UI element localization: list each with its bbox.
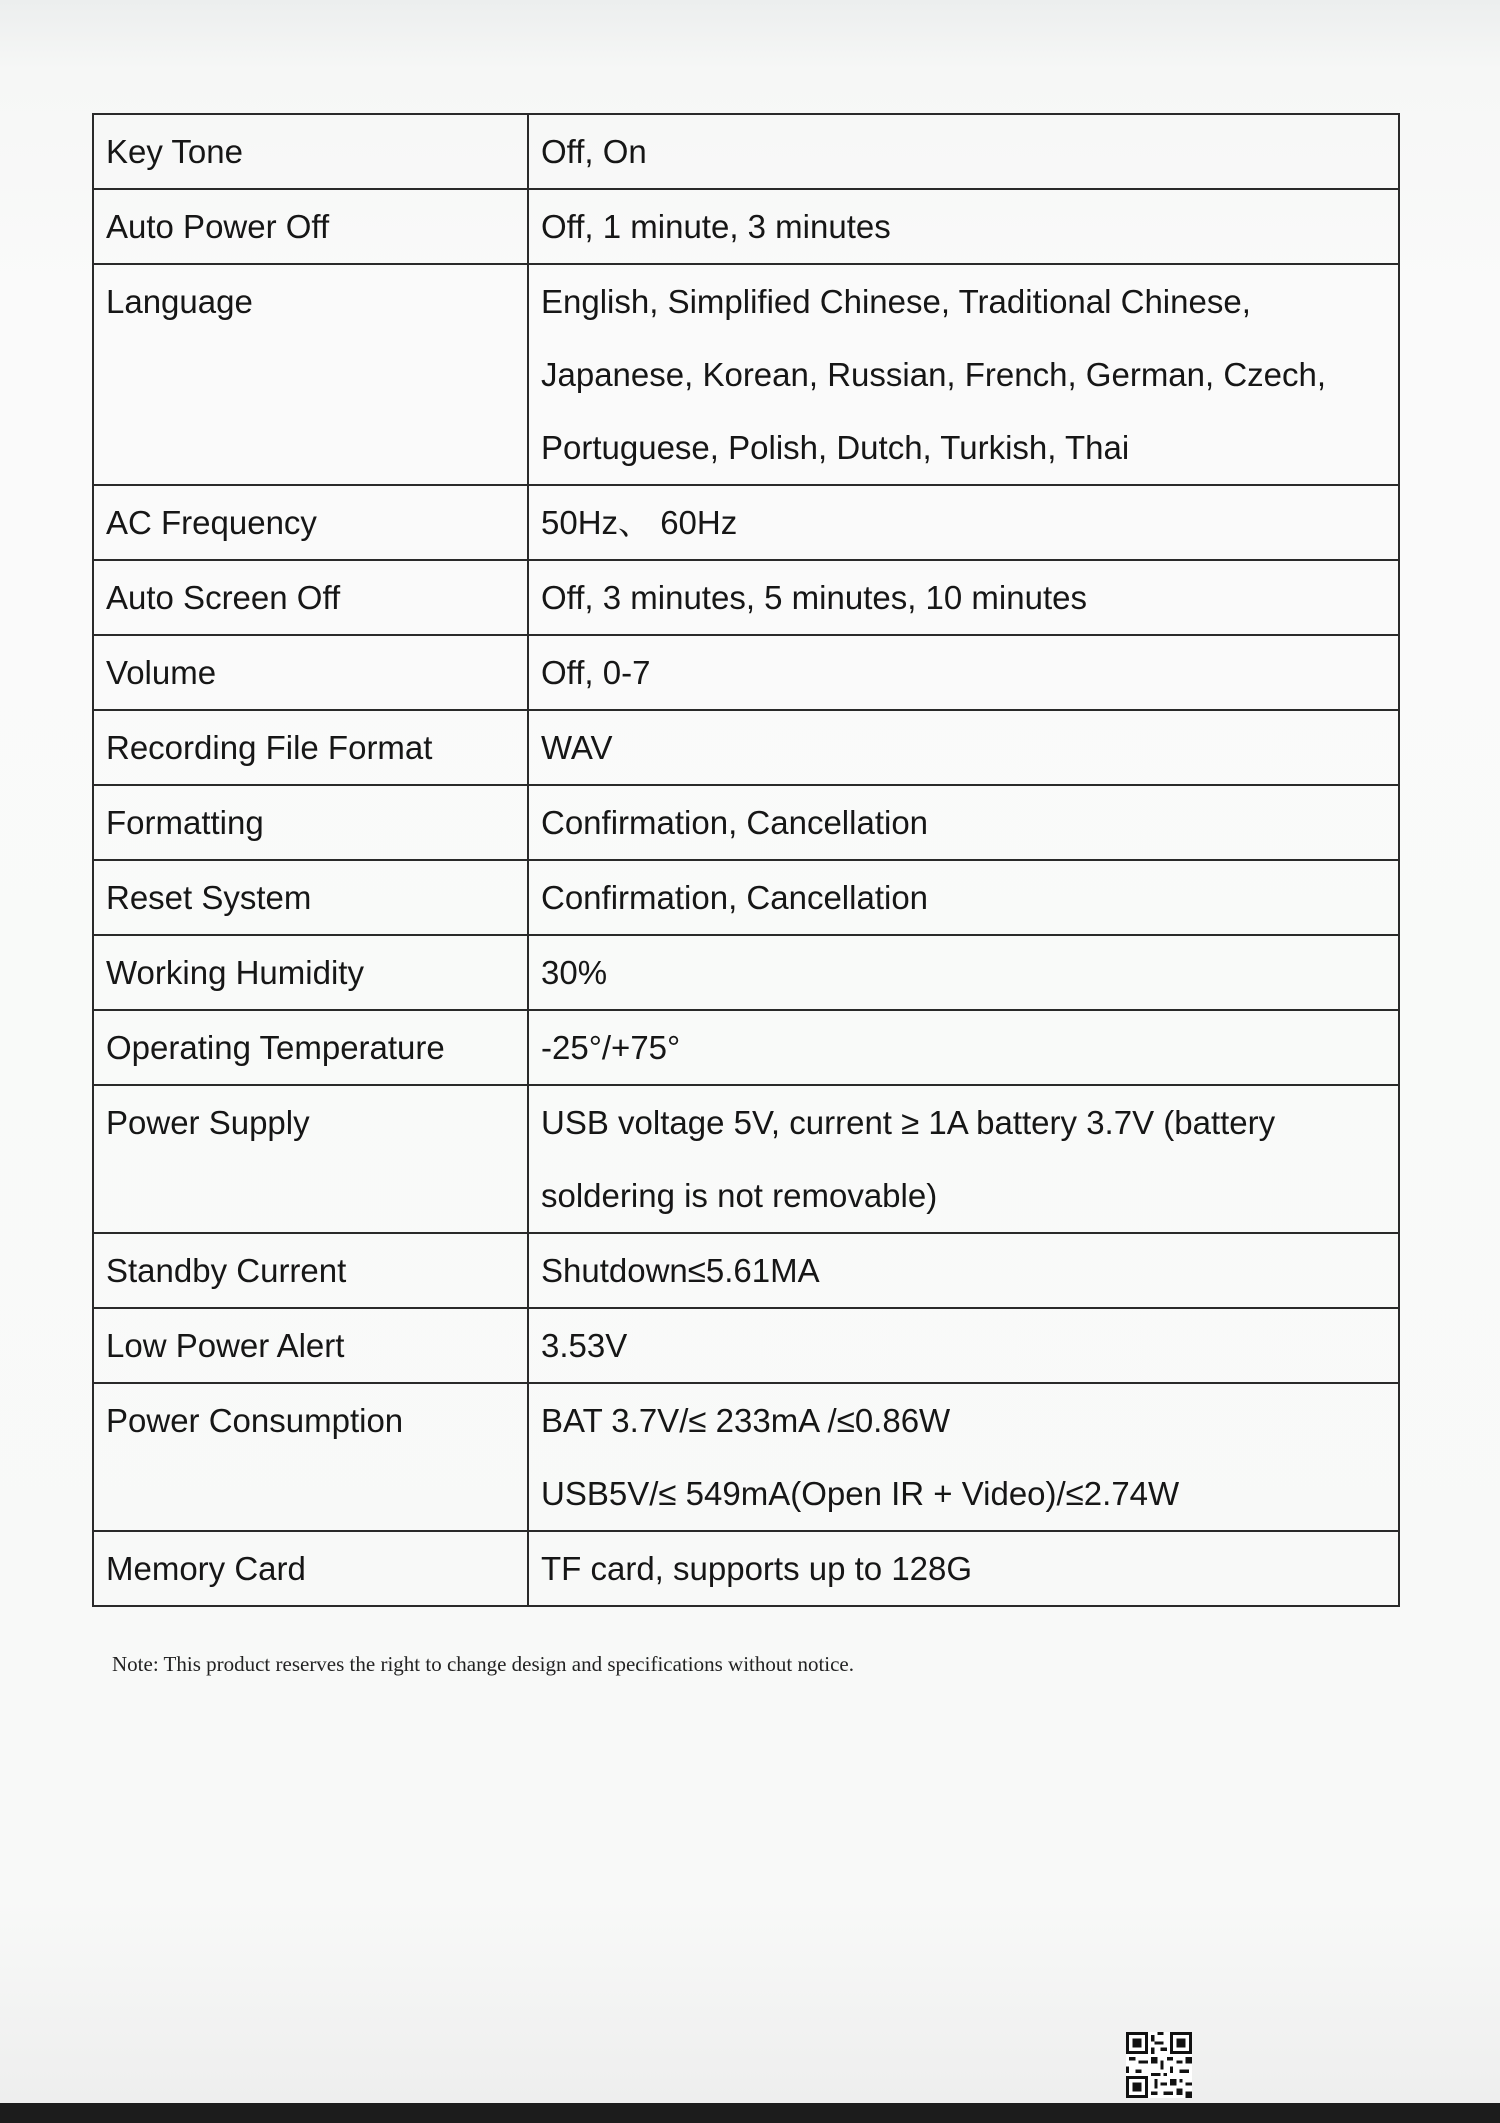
spec-value: English, Simplified Chinese, Traditional Chinese, Japanese, Korean, Russian, French, German, Czech, Portuguese, Polish, Dutch, Turkish, Thai bbox=[528, 264, 1399, 485]
spec-label: Operating Temperature bbox=[93, 1010, 528, 1085]
spec-label: Language bbox=[93, 264, 528, 485]
spec-value: WAV bbox=[528, 710, 1399, 785]
spec-row bbox=[93, 264, 1399, 485]
spec-value: Off, 0-7 bbox=[528, 635, 1399, 710]
spec-value: Off, On bbox=[528, 114, 1399, 189]
specification-table-body bbox=[93, 114, 1399, 1606]
spec-value: Confirmation, Cancellation bbox=[528, 785, 1399, 860]
spec-value: Off, 1 minute, 3 minutes bbox=[528, 189, 1399, 264]
spec-row bbox=[93, 860, 1399, 935]
spec-row bbox=[93, 560, 1399, 635]
spec-row bbox=[93, 1010, 1399, 1085]
spec-row bbox=[93, 935, 1399, 1010]
spec-row bbox=[93, 1085, 1399, 1233]
spec-label: Formatting bbox=[93, 785, 528, 860]
spec-value: Off, 3 minutes, 5 minutes, 10 minutes bbox=[528, 560, 1399, 635]
spec-label: Power Supply bbox=[93, 1085, 528, 1233]
spec-label: Volume bbox=[93, 635, 528, 710]
spec-label: Reset System bbox=[93, 860, 528, 935]
spec-row bbox=[93, 1383, 1399, 1531]
qr-code-icon bbox=[1126, 2032, 1192, 2098]
spec-row bbox=[93, 710, 1399, 785]
spec-row bbox=[93, 189, 1399, 264]
spec-label: Low Power Alert bbox=[93, 1308, 528, 1383]
spec-value: 30% bbox=[528, 935, 1399, 1010]
spec-label: Working Humidity bbox=[93, 935, 528, 1010]
spec-value: 50Hz、 60Hz bbox=[528, 485, 1399, 560]
spec-label: Memory Card bbox=[93, 1531, 528, 1606]
spec-label: AC Frequency bbox=[93, 485, 528, 560]
spec-value: Shutdown≤5.61MA bbox=[528, 1233, 1399, 1308]
spec-value: BAT 3.7V/≤ 233mA /≤0.86W USB5V/≤ 549mA(Open IR + Video)/≤2.74W bbox=[528, 1383, 1399, 1531]
spec-row bbox=[93, 114, 1399, 189]
spec-label: Auto Power Off bbox=[93, 189, 528, 264]
spec-row bbox=[93, 485, 1399, 560]
spec-value: -25°/+75° bbox=[528, 1010, 1399, 1085]
spec-label: Standby Current bbox=[93, 1233, 528, 1308]
spec-value: TF card, supports up to 128G bbox=[528, 1531, 1399, 1606]
spec-value: USB voltage 5V, current ≥ 1A battery 3.7V (battery soldering is not removable) bbox=[528, 1085, 1399, 1233]
spec-row bbox=[93, 1233, 1399, 1308]
spec-label: Key Tone bbox=[93, 114, 528, 189]
spec-value: Confirmation, Cancellation bbox=[528, 860, 1399, 935]
spec-value: 3.53V bbox=[528, 1308, 1399, 1383]
spec-row bbox=[93, 1531, 1399, 1606]
scan-edge-bar bbox=[0, 2103, 1500, 2123]
spec-row bbox=[93, 635, 1399, 710]
disclaimer-note: Note: This product reserves the right to change design and specifications without notice. bbox=[112, 1652, 855, 1676]
spec-label: Recording File Format bbox=[93, 710, 528, 785]
spec-row bbox=[93, 785, 1399, 860]
spec-label: Power Consumption bbox=[93, 1383, 528, 1531]
specification-table bbox=[92, 113, 1400, 1607]
spec-label: Auto Screen Off bbox=[93, 560, 528, 635]
spec-row bbox=[93, 1308, 1399, 1383]
